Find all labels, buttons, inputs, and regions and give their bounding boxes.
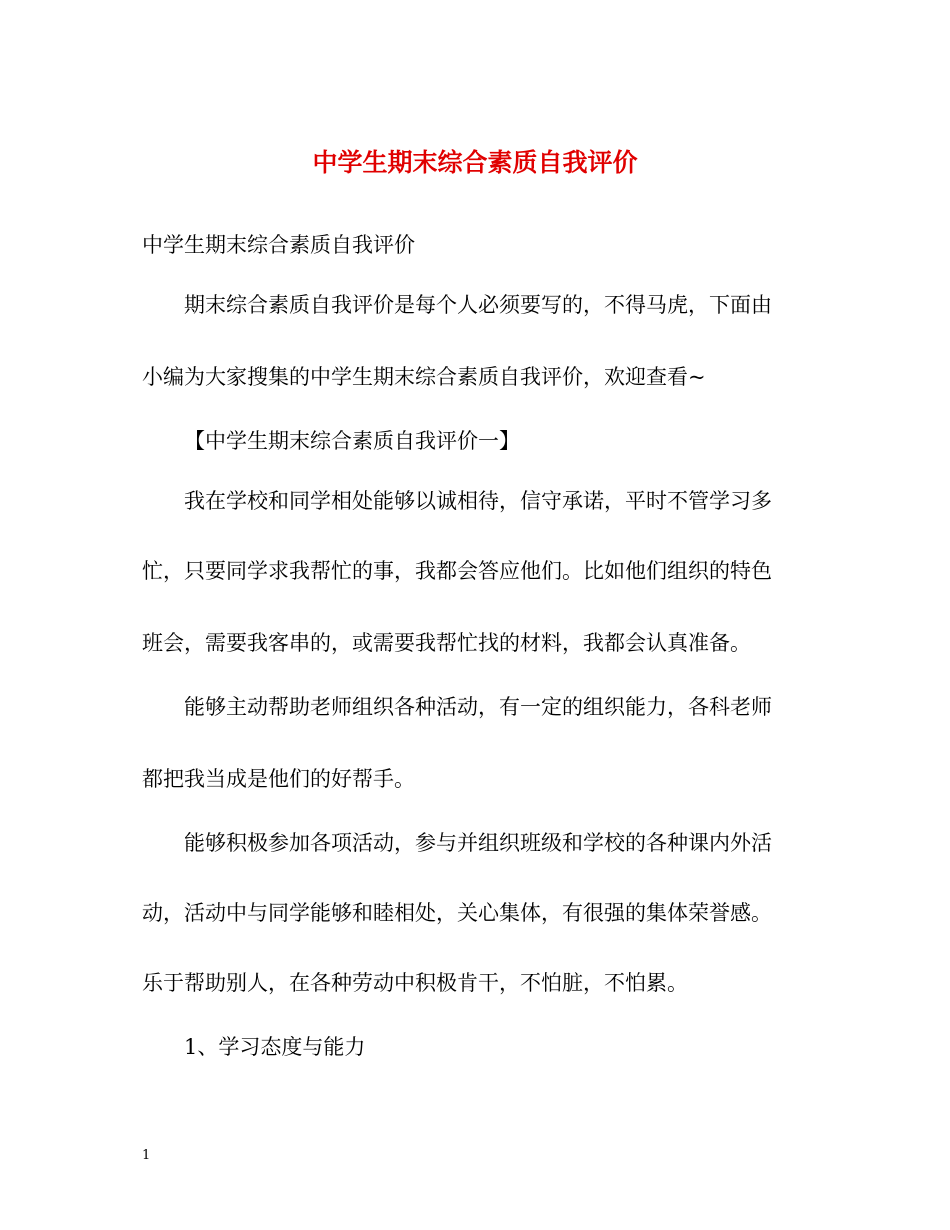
paragraph-line: 期末综合素质自我评价是每个人必须要写的，不得马虎，下面由	[184, 293, 772, 317]
paragraph-line: 能够积极参加各项活动，参与并组织班级和学校的各种课内外活	[184, 831, 772, 855]
paragraph-line: 动，活动中与同学能够和睦相处，关心集体，有很强的集体荣誉感。	[142, 901, 772, 925]
heading-line: 中学生期末综合素质自我评价	[142, 233, 415, 257]
paragraph-line: 小编为大家搜集的中学生期末综合素质自我评价，欢迎查看~	[142, 365, 706, 389]
paragraph-line: 班会，需要我客串的，或需要我帮忙找的材料，我都会认真准备。	[142, 631, 751, 655]
paragraph-line: 都把我当成是他们的好帮手。	[142, 767, 415, 791]
subsection-heading: 1、学习态度与能力	[184, 1035, 366, 1059]
page-number: 1	[142, 1148, 151, 1163]
paragraph-line: 能够主动帮助老师组织各种活动，有一定的组织能力，各科老师	[184, 695, 772, 719]
paragraph-line: 忙，只要同学求我帮忙的事，我都会答应他们。比如他们组织的特色	[142, 559, 772, 583]
paragraph-line: 乐于帮助别人，在各种劳动中积极肯干，不怕脏，不怕累。	[142, 971, 688, 995]
paragraph-line: 我在学校和同学相处能够以诚相待，信守承诺，平时不管学习多	[184, 489, 772, 513]
section-heading: 【中学生期末综合素质自我评价一】	[184, 429, 520, 453]
page-title: 中学生期末综合素质自我评价	[312, 148, 638, 177]
